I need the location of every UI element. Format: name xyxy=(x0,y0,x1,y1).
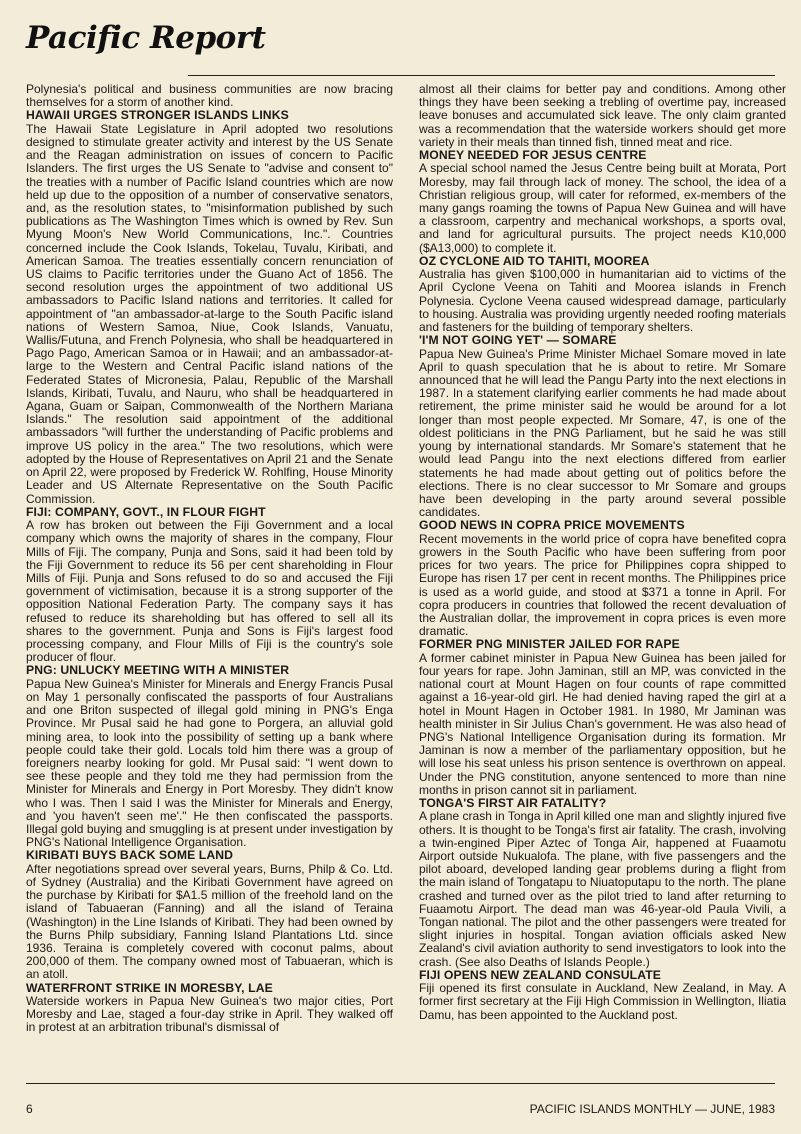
article-paragraph: Australia has given $100,000 in humanitarian aid to victims of the April Cyclone Veena on Tahiti and Moorea islands in French Polynesia. Cyclone Veena caused widespread damage, particularly to housing. Australia was providing urgently needed roofing materials and fasteners for the building of temporary shelters. xyxy=(419,267,786,335)
article-headline: GOOD NEWS IN COPRA PRICE MOVEMENTS xyxy=(419,518,685,533)
article-headline: MONEY NEEDED FOR JESUS CENTRE xyxy=(419,148,647,163)
article-paragraph: A plane crash in Tonga in April killed one man and slightly injured five others. It is thought to be Tonga's first air fatality. The crash, involving a twin-engined Piper Aztec of Tonga Air, happened at Fuaamotu Airport outside Nukualofa. The plane, with five passengers and the pilot aboard, developed landing gear problems during a flight from the main island of Tongatapu to Niuatoputapu to the north. The plane crashed and turned over as the pilot tried to land after returning to Fuaamotu Airport. The dead man was 46-year-old Paula Vivili, a Tongan national. The pilot and the other passengers were treated for slight injuries in hospital. Tongan aviation officials asked New Zealand's civil aviation authority to send investigators to look into the crash. (See also Deaths of Islands People.) xyxy=(419,809,786,969)
masthead-logo: Pacific Report xyxy=(26,20,266,56)
article-paragraph: almost all their claims for better pay and conditions. Among other things they have been seeking a trebling of overtime pay, increased leave bonuses and accumulated sick leave. The only claim granted was a recommendation that the waterside workers should get more variety in their meals than tinned fish, tinned meat and rice. xyxy=(419,83,786,149)
footer-rule xyxy=(26,1083,775,1084)
article-headline: PNG: UNLUCKY MEETING WITH A MINISTER xyxy=(26,663,290,678)
article-headline: HAWAII URGES STRONGER ISLANDS LINKS xyxy=(26,108,289,123)
article-paragraph: Papua New Guinea's Prime Minister Michael Somare moved in late April to quash speculation that he is about to retire. Mr Somare announced that he will lead the Pangu Party into the next elections in 1987. In a statement clarifying earlier comments he had made about retirement, the prime minister said he would be around for a lot longer than most people expected. Mr Somare, 47, is one of the oldest politicians in the PNG Parliament, but he said he was still young by international standards. Mr Somare's statement that he would lead Pangu into the next elections differed from earlier statements he had made about getting out of politics before the elections. There is no clear successor to Mr Somare and groups have been developing in the party around several possible candidates. xyxy=(419,346,786,520)
article-paragraph: Recent movements in the world price of copra have benefited copra growers in the South Pacific who have been suffering from poor prices for two years. The price for Philippines copra shipped to Europe has risen 17 per cent in recent months. The Philippines price is used as a world guide, and stood at $371 a tonne in April. For copra producers in countries that followed the recent devaluation of the Australian dollar, the improvement in copra prices is even more dramatic. xyxy=(419,531,786,639)
article-paragraph: A row has broken out between the Fiji Government and a local company which owns the majority of shares in the company, Flour Mills of Fiji. The company, Punja and Sons, said it had been told by the Fiji Government to reduce its 56 per cent shareholding in Flour Mills of Fiji. Punja and Sons refused to do so and accused the Fiji government of victimisation, because it is a strong supporter of the opposition National Federation Party. The company says it has refused to reduce its shareholding but has offered to sell all its shares to the government. Punja and Sons is Fiji's largest food processing company, and Flour Mills of Fiji is the country's sole producer of flour. xyxy=(26,518,393,665)
article-headline: KIRIBATI BUYS BACK SOME LAND xyxy=(26,848,234,863)
article-headline: 'I'M NOT GOING YET' — SOMARE xyxy=(419,333,617,348)
article-paragraph: A former cabinet minister in Papua New Guinea has been jailed for four years for rape. John Jaminan, still an MP, was convicted in the national court at Mount Hagen on four counts of rape committed against a 16-year-old girl. He had denied having raped the girl at a hotel in Mount Hagen in October 1981. In 1980, Mr Jaminan was health minister in Sir Julius Chan's government. He was also head of PNG's National Intelligence Organisation during its formation. Mr Jaminan is now a member of the parliamentary opposition, but he will lose his seat unless his prison sentence is overthrown on appeal. Under the PNG constitution, anyone sentenced to more than nine months in prison cannot sit in parliament. xyxy=(419,650,786,797)
article-paragraph: The Hawaii State Legislature in April adopted two resolutions designed to stimulate greater activity and interest by the US Senate and the Reagan administration on issues of concern to Pacific Islanders. The first urges the US Senate to "advise and consent to" the treaties with a number of Pacific Island countries which are now held up due to the opposition of a number of conservative senators, and, as the resolution states, to "misinformation published by such publications as The Washington Times which is owned by Rev. Sun Myung Moon's New World Communications, Inc.". Countries concerned include the Cook Islands, Tokelau, Tuvalu, Kiribati, and American Samoa. The treaties essentially concern renunciation of US claims to Pacific territories under the Guano Act of 1856. The second resolution urges the appointment of two additional US ambassadors to Pacific Island nations and territories. It called for appointment of "an ambassador-at-large to the South Pacific island nations of Western Samoa, Niue, Cook Islands, Vanuatu, Wallis/Futuna, and French Polynesia, who shall be headquartered in Pago Pago, American Samoa or in Hawaii; and an ambassador-at-large to the Western and Central Pacific island nations of the Federated States of Micronesia, Palau, Republic of the Marshall Islands, Kiribati, Tuvalu, and Nauru, who shall be headquartered in Agana, Guam or Saipan, Commonwealth of the Northern Mariana Islands." The resolution said appointment of the additional ambassadors "will further the understanding of Pacific problems and improve US policy in the area." The two resolutions, which were adopted by the House of Representatives on April 21 and the Senate on April 22, were proposed by Frederick W. Rohlfing, House Minority Leader and US Alternate Representative on the South Pacific Commission. xyxy=(26,121,393,506)
article-paragraph: Waterside workers in Papua New Guinea's two major cities, Port Moresby and Lae, staged a four-day strike in April. They walked off in protest at an arbitration tribunal's dismissal of xyxy=(26,994,393,1035)
page-number: 6 xyxy=(26,1102,33,1116)
article-headline: FORMER PNG MINISTER JAILED FOR RAPE xyxy=(419,637,680,652)
article-paragraph: Papua New Guinea's Minister for Minerals and Energy Francis Pusal on May 1 personally confiscated the passports of four Australians and one Briton suspected of illegal gold mining in PNG's Enga Province. Mr Pusal said he had gone to Porgera, an alluvial gold mining area, to look into the possibility of setting up a bank where people could take their gold. Locals told him there was a group of foreigners nearby looking for gold. Mr Pusal said: "I went down to see these people and they told me they had permission from the Minister for Minerals and Energy in Port Moresby. They didn't know who I was. Then I said I was the Minister for Minerals and Energy, and 'you haven't seen me'." He then confiscated the passports. Illegal gold buying and smuggling is at present under investigation by PNG's National Intelligence Organisation. xyxy=(26,676,393,850)
article-paragraph: Polynesia's political and business communities are now bracing themselves for a storm of another kind. xyxy=(26,83,393,110)
left-column xyxy=(26,83,393,1073)
article-headline: FIJI OPENS NEW ZEALAND CONSULATE xyxy=(419,967,661,982)
article-headline: FIJI: COMPANY, GOVT., IN FLOUR FIGHT xyxy=(26,504,266,519)
article-paragraph: After negotiations spread over several years, Burns, Philp & Co. Ltd. of Sydney (Australia) and the Kiribati Government have agreed on the purchase by Kiribati for $A1.5 million of the freehold land on the island of Tabuaeran (Fanning) and all the island of Teraina (Washington) in the Line Islands of Kiribati. They had been owned by the Burns Philp subsidiary, Fanning Island Plantations Ltd. since 1936. Teraina is completely covered with coconut palms, about 200,000 of them. The company owned most of Tabuaeran, which is an atoll. xyxy=(26,861,393,982)
article-headline: OZ CYCLONE AID TO TAHITI, MOOREA xyxy=(419,253,650,268)
publication-line: PACIFIC ISLANDS MONTHLY — JUNE, 1983 xyxy=(529,1102,775,1116)
article-headline: TONGA'S FIRST AIR FATALITY? xyxy=(419,795,607,810)
masthead-rule xyxy=(188,75,775,76)
article-headline: WATERFRONT STRIKE IN MORESBY, LAE xyxy=(26,980,273,995)
article-paragraph: A special school named the Jesus Centre being built at Morata, Port Moresby, may fail through lack of money. The school, the idea of a Christian religious group, will cater for reformed, ex-members of the many gangs roaming the towns of Papua New Guinea and will have a classroom, carpentry and mechanical workshops, a sports oval, and land for agricultural pursuits. The project needs K10,000 ($A13,000) to complete it. xyxy=(419,161,786,255)
article-paragraph: Fiji opened its first consulate in Auckland, New Zealand, in May. A former first secretary at the Fiji High Commission in Wellington, Iliatia Damu, has been appointed to the Auckland post. xyxy=(419,981,786,1022)
right-column xyxy=(419,83,786,1073)
